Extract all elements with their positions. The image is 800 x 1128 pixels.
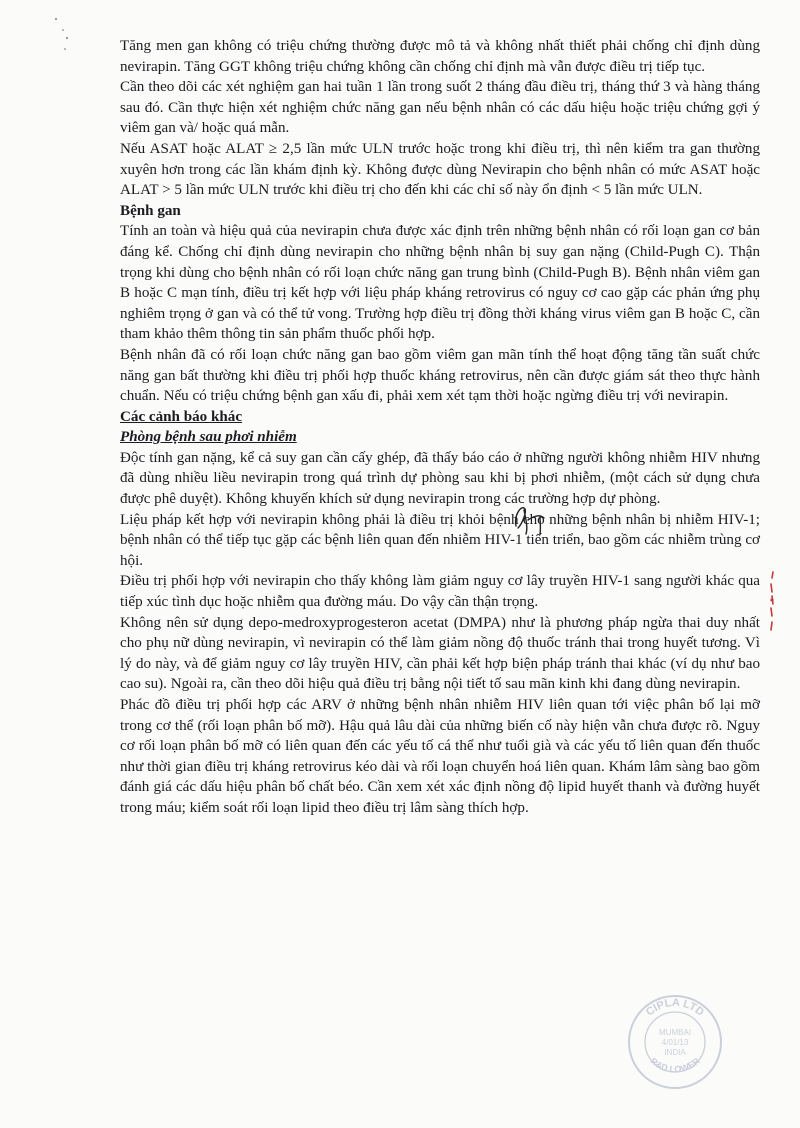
company-stamp	[625, 992, 725, 1092]
heading-post-exposure: Phòng bệnh sau phơi nhiễm	[120, 429, 297, 446]
svg-text:CIPLA LTD	[644, 997, 706, 1019]
document-body	[120, 36, 760, 819]
paragraph-hepatotoxicity: Độc tính gan nặng, kể cả suy gan cần cấy ghép, đã thấy báo cáo ở những người không nhiễm HIV nhưng đã dùng nhiều liều nevirapin trong quá trình dự phòng sau khi bị phơi nhiễm, (một cách sử dụng chưa được phê duyệt). Không khuyến khích sử dụng nevirapin trong các trường hợp dự phòng.	[120, 449, 760, 508]
heading-other-warnings: Các cảnh báo khác	[120, 408, 243, 425]
paragraph-liver-enzymes: Tăng men gan không có triệu chứng thường được mô tả và không nhất thiết phải chống chỉ định dùng nevirapin. Tăng GGT không triệu chứng không cần chống chỉ định mà vẫn được điều trị tiếp tục.	[120, 38, 760, 75]
stamp-top-text: CIPLA LTD	[643, 996, 707, 1019]
red-margin-mark	[765, 568, 779, 638]
paragraph-safety-efficacy: Tính an toàn và hiệu quả của nevirapin chưa được xác định trên những bệnh nhân có rối loạn gan cơ bản đáng kể. Chống chỉ định dùng nevirapin cho những bệnh nhân bị suy gan nặng (Child-Pugh C). Thận trọng khi dùng cho bệnh nhân có rối loạn chức năng gan trung bình (Child-Pugh B). Bệnh nhân viêm gan B hoặc C mạn tính, điều trị kết hợp với liệu pháp kháng retrovirus có nguy cơ cao gặp các phản ứng phụ nghiêm trọng ở gan và có thể tử vong. Trường hợp điều trị đồng thời kháng virus viêm gan B hoặc C, cần tham khảo thêm thông tin sản phẩm thuốc phối hợp.	[120, 223, 760, 343]
paragraph-asat-alat: Nếu ASAT hoặc ALAT ≥ 2,5 lần mức ULN trước hoặc trong khi điều trị, thì nên kiểm tra gan thường xuyên hơn trong các lần khám định kỳ. Không được dùng Nevirapin cho bệnh nhân có mức ASAT hoặc ALAT > 5 lần mức ULN trước khi điều trị cho đến khi các chỉ số này ổn định < 5 lần mức ULN.	[120, 140, 760, 199]
paragraph-lipodystrophy: Phác đồ điều trị phối hợp các ARV ở những bệnh nhân nhiễm HIV liên quan tới việc phân bố lại mỡ trong cơ thể (rối loạn phân bố mỡ). Hậu quả lâu dài của những biến cố này hiện vẫn chưa được rõ. Nguy cơ rối loạn phân bố mỡ có liên quan đến các yếu tố cá thể như tuổi già và các yếu tố liên quan đến thuốc như thời gian điều trị kháng retrovirus kéo dài và rối loạn chuyển hoá liên quan. Khám lâm sàng bao gồm đánh giá các dấu hiệu phân bố chất béo. Cần xem xét xác định nồng độ lipid huyết thanh và đường huyết trong máu; kiểm soát rối loạn lipid theo điều trị lâm sàng thích hợp.	[120, 697, 760, 816]
stamp-bottom-text: R&D LOWER	[648, 1055, 702, 1075]
paragraph-not-curative: Liệu pháp kết hợp với nevirapin không phải là điều trị khỏi bệnh cho những bệnh nhân bị nhiễm HIV-1; bệnh nhân có thể tiếp tục gặp các bệnh liên quan đến nhiễm HIV-1 tiến triển, bao gồm các nhiễm trùng cơ hội.	[120, 511, 760, 569]
paragraph-dmpa: Không nên sử dụng depo-medroxyprogesteron acetat (DMPA) như là phương pháp ngừa thai duy nhất cho phụ nữ dùng nevirapin, vì nevirapin có thể làm giảm nồng độ thuốc tránh thai trong huyết tương. Vì lý do này, và để giảm nguy cơ lây truyền HIV, cần phải kết hợp biện pháp tránh thai khác (ví dụ như bao cao su). Ngoài ra, cần theo dõi hiệu quả điều trị bằng nội tiết tố sau mãn kinh khi đang dùng nevirapin.	[120, 614, 760, 693]
stamp-city: MUMBAI	[659, 1028, 691, 1037]
paragraph-liver-tests: Cần theo dõi các xét nghiệm gan hai tuần 1 lần trong suốt 2 tháng đầu điều trị, tháng thứ 3 và hàng tháng sau đó. Cần thực hiện xét nghiệm chức năng gan nếu bệnh nhân có các dấu hiệu hoặc triệu chứng gợi ý viêm gan và/ hoặc quá mẫn.	[120, 79, 760, 137]
handwritten-initials	[510, 498, 555, 538]
paragraph-transmission: Điều trị phối hợp với nevirapin cho thấy không làm giảm nguy cơ lây truyền HIV-1 sang người khác qua tiếp xúc tình dục hoặc nhiễm qua đường máu. Do vậy cần thận trọng.	[120, 573, 760, 611]
svg-text:R&D LOWER	[648, 1055, 701, 1074]
scan-specks	[52, 16, 72, 56]
stamp-country: INDIA	[664, 1048, 686, 1057]
heading-liver-disease: Bệnh gan	[120, 202, 181, 219]
paragraph-preexisting-liver: Bệnh nhân đã có rối loạn chức năng gan bao gồm viêm gan mãn tính thể hoạt động tăng tần suất chức năng gan bất thường khi điều trị phối hợp thuốc kháng retrovirus, nên cần được giám sát theo thực hành chuẩn. Nếu có triệu chứng bệnh gan xấu đi, phải xem xét tạm thời hoặc ngừng điều trị với nevirapin.	[120, 346, 760, 405]
stamp-date: 4/01/13	[661, 1038, 689, 1047]
